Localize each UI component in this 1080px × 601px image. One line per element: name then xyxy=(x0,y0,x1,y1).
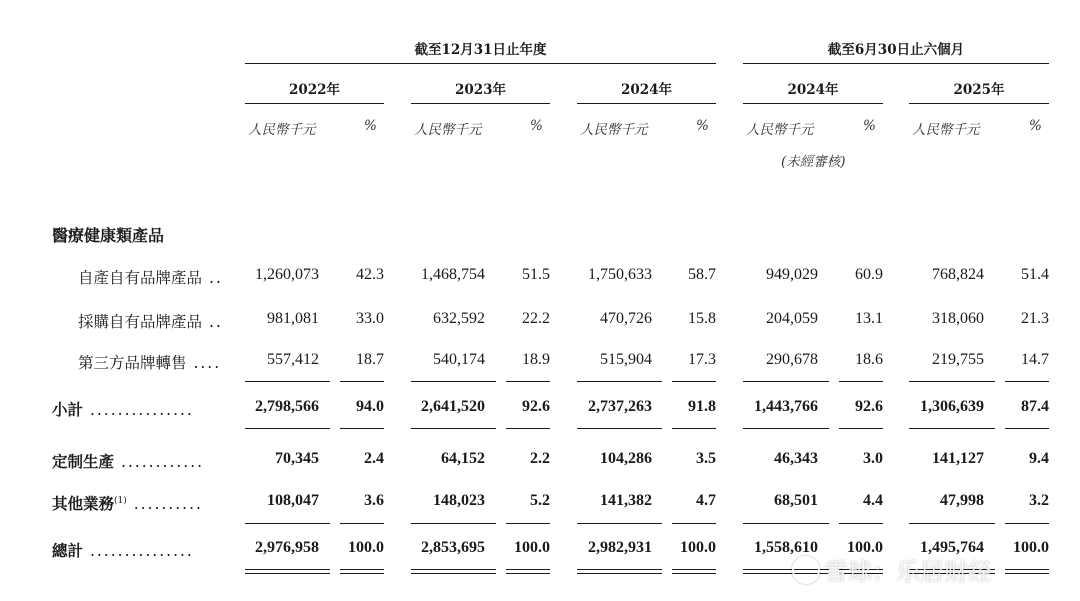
leader-dots: .. xyxy=(202,269,223,287)
watermark-logo-icon xyxy=(792,556,820,584)
percent-cell: 21.3 xyxy=(1021,310,1049,327)
row-label-text: 第三方品牌轉售 xyxy=(78,354,187,372)
amount-cell: 981,081 xyxy=(267,310,319,327)
total-double-rule xyxy=(506,573,550,574)
percent-cell: 100.0 xyxy=(680,539,716,556)
percent-cell: 33.0 xyxy=(356,310,384,327)
total-top-rule xyxy=(577,523,662,524)
total-double-rule xyxy=(340,573,384,574)
year-header-rule xyxy=(743,103,883,104)
percent-cell: 51.5 xyxy=(522,266,550,283)
percent-cell: 4.7 xyxy=(696,492,716,509)
total-double-rule xyxy=(506,569,550,570)
percent-cell: 100.0 xyxy=(348,539,384,556)
percent-cell: 22.2 xyxy=(522,310,550,327)
amount-cell: 1,468,754 xyxy=(421,266,485,283)
subtotal-bottom-rule xyxy=(340,428,384,429)
amount-cell: 2,798,566 xyxy=(255,398,319,415)
percent-cell: 94.0 xyxy=(356,398,384,415)
unit-percent-label: % xyxy=(530,118,543,134)
subtotal-bottom-rule xyxy=(1005,428,1049,429)
subtotal-bottom-rule xyxy=(577,428,662,429)
leader-dots: .. xyxy=(202,313,223,331)
amount-cell: 1,443,766 xyxy=(754,398,818,415)
row-label xyxy=(52,492,203,514)
percent-cell: 100.0 xyxy=(847,539,883,556)
subtotal-top-rule xyxy=(839,381,883,382)
percent-cell: 58.7 xyxy=(688,266,716,283)
amount-cell: 219,755 xyxy=(932,351,984,368)
amount-cell: 47,998 xyxy=(940,492,984,509)
year-header-rule xyxy=(909,103,1049,104)
total-double-rule xyxy=(245,573,330,574)
total-double-rule xyxy=(245,569,330,570)
percent-cell: 3.2 xyxy=(1029,492,1049,509)
subtotal-bottom-rule xyxy=(506,428,550,429)
amount-cell: 1,558,610 xyxy=(754,539,818,556)
year-header: 2024年 xyxy=(620,82,673,98)
unit-percent-label: % xyxy=(696,118,709,134)
percent-cell: 2.2 xyxy=(530,450,550,467)
amount-cell: 108,047 xyxy=(267,492,319,509)
percent-cell: 92.6 xyxy=(522,398,550,415)
amount-cell: 141,382 xyxy=(600,492,652,509)
amount-cell: 148,023 xyxy=(433,492,485,509)
percent-cell: 4.4 xyxy=(863,492,883,509)
total-double-rule xyxy=(1005,569,1049,570)
percent-cell: 3.6 xyxy=(364,492,384,509)
total-double-rule xyxy=(577,573,662,574)
amount-cell: 204,059 xyxy=(766,310,818,327)
subtotal-top-rule xyxy=(1005,381,1049,382)
total-double-rule xyxy=(1005,573,1049,574)
watermark-text: 雪球：乐居财经 xyxy=(824,558,992,586)
leader-dots: .......... xyxy=(126,495,203,513)
row-label-text: 自產自有品牌產品 xyxy=(78,269,203,287)
percent-cell: 18.9 xyxy=(522,351,550,368)
percent-cell: 9.4 xyxy=(1029,450,1049,467)
amount-cell: 2,982,931 xyxy=(588,539,652,556)
subtotal-top-rule xyxy=(909,381,995,382)
section-title: 醫療健康類產品 xyxy=(52,226,165,245)
percent-cell: 13.1 xyxy=(855,310,883,327)
amount-cell: 470,726 xyxy=(600,310,652,327)
percent-cell: 17.3 xyxy=(688,351,716,368)
total-double-rule xyxy=(672,573,716,574)
year-header-rule xyxy=(245,103,384,104)
amount-cell: 290,678 xyxy=(766,351,818,368)
amount-cell: 2,853,695 xyxy=(421,539,485,556)
amount-cell: 949,029 xyxy=(766,266,818,283)
year-header-rule xyxy=(411,103,550,104)
unit-percent-label: % xyxy=(364,118,377,134)
unit-amount-label: 人民幣千元 xyxy=(580,122,648,138)
percent-cell: 87.4 xyxy=(1021,398,1049,415)
unit-amount-label: 人民幣千元 xyxy=(248,122,316,138)
subtotal-top-rule xyxy=(245,381,330,382)
total-double-rule xyxy=(672,569,716,570)
total-top-rule xyxy=(245,523,330,524)
percent-cell: 60.9 xyxy=(855,266,883,283)
year-header: 2024年 xyxy=(787,82,839,98)
amount-cell: 768,824 xyxy=(932,266,984,283)
amount-cell: 64,152 xyxy=(441,450,485,467)
row-label xyxy=(52,450,204,472)
amount-cell: 632,592 xyxy=(433,310,485,327)
year-header: 2023年 xyxy=(454,82,507,98)
unaudited-note: (未經審核) xyxy=(781,154,846,170)
total-top-rule xyxy=(1005,523,1049,524)
total-top-rule xyxy=(411,523,496,524)
amount-cell: 557,412 xyxy=(267,351,319,368)
total-top-rule xyxy=(839,523,883,524)
subtotal-top-rule xyxy=(340,381,384,382)
subtotal-bottom-rule xyxy=(743,428,829,429)
total-double-rule xyxy=(577,569,662,570)
row-label-text: 定制生產 xyxy=(52,452,115,471)
amount-cell: 104,286 xyxy=(600,450,652,467)
subtotal-bottom-rule xyxy=(411,428,496,429)
percent-cell: 91.8 xyxy=(688,398,716,415)
percent-cell: 18.7 xyxy=(356,351,384,368)
unit-percent-label: % xyxy=(1029,118,1042,134)
year-header: 2025年 xyxy=(953,82,1005,98)
subtotal-top-rule xyxy=(577,381,662,382)
subtotal-bottom-rule xyxy=(909,428,995,429)
total-double-rule xyxy=(411,569,496,570)
unit-amount-label: 人民幣千元 xyxy=(746,122,814,138)
subtotal-bottom-rule xyxy=(245,428,330,429)
row-label xyxy=(52,398,194,420)
percent-cell: 51.4 xyxy=(1021,266,1049,283)
group-header-annual-rule xyxy=(245,63,716,64)
total-double-rule xyxy=(340,569,384,570)
amount-cell: 46,343 xyxy=(774,450,818,467)
subtotal-top-rule xyxy=(506,381,550,382)
unit-amount-label: 人民幣千元 xyxy=(912,122,980,138)
percent-cell: 2.4 xyxy=(364,450,384,467)
row-label xyxy=(78,310,223,332)
subtotal-bottom-rule xyxy=(672,428,716,429)
amount-cell: 515,904 xyxy=(600,351,652,368)
percent-cell: 15.8 xyxy=(688,310,716,327)
year-header: 2022年 xyxy=(288,82,341,98)
row-label-text: 其他業務 xyxy=(52,494,115,513)
footnote-marker: (1) xyxy=(114,495,127,506)
percent-cell: 18.6 xyxy=(855,351,883,368)
row-label xyxy=(78,351,221,373)
amount-cell: 2,641,520 xyxy=(421,398,485,415)
unit-percent-label: % xyxy=(863,118,876,134)
percent-cell: 100.0 xyxy=(514,539,550,556)
percent-cell: 3.0 xyxy=(863,450,883,467)
subtotal-top-rule xyxy=(411,381,496,382)
subtotal-bottom-rule xyxy=(839,428,883,429)
percent-cell: 92.6 xyxy=(855,398,883,415)
group-header-half: 截至6月30日止六個月 xyxy=(827,42,965,58)
leader-dots: .... xyxy=(186,354,222,372)
unit-amount-label: 人民幣千元 xyxy=(414,122,482,138)
amount-cell: 1,260,073 xyxy=(255,266,319,283)
amount-cell: 1,750,633 xyxy=(588,266,652,283)
subtotal-top-rule xyxy=(743,381,829,382)
percent-cell: 100.0 xyxy=(1013,539,1049,556)
total-top-rule xyxy=(909,523,995,524)
year-header-rule xyxy=(577,103,716,104)
amount-cell: 1,495,764 xyxy=(920,539,984,556)
percent-cell: 3.5 xyxy=(696,450,716,467)
percent-cell: 42.3 xyxy=(356,266,384,283)
amount-cell: 318,060 xyxy=(932,310,984,327)
amount-cell: 540,174 xyxy=(433,351,485,368)
leader-dots: ............ xyxy=(114,453,205,471)
amount-cell: 70,345 xyxy=(275,450,319,467)
total-top-rule xyxy=(743,523,829,524)
group-header-annual: 截至12月31日止年度 xyxy=(414,42,547,58)
subtotal-top-rule xyxy=(672,381,716,382)
group-header-half-rule xyxy=(743,63,1049,64)
total-top-rule xyxy=(672,523,716,524)
percent-cell: 5.2 xyxy=(530,492,550,509)
total-double-rule xyxy=(411,573,496,574)
row-label-text: 小計 xyxy=(52,400,84,419)
percent-cell: 14.7 xyxy=(1021,351,1049,368)
total-top-rule xyxy=(340,523,384,524)
amount-cell: 68,501 xyxy=(774,492,818,509)
amount-cell: 2,976,958 xyxy=(255,539,319,556)
row-label-text: 總計 xyxy=(52,541,84,560)
leader-dots: ............... xyxy=(83,401,194,419)
row-label xyxy=(52,539,194,561)
amount-cell: 141,127 xyxy=(932,450,984,467)
amount-cell: 2,737,263 xyxy=(588,398,652,415)
leader-dots: ............... xyxy=(83,542,194,560)
total-top-rule xyxy=(506,523,550,524)
row-label xyxy=(78,266,223,288)
amount-cell: 1,306,639 xyxy=(920,398,984,415)
row-label-text: 採購自有品牌產品 xyxy=(78,313,203,331)
